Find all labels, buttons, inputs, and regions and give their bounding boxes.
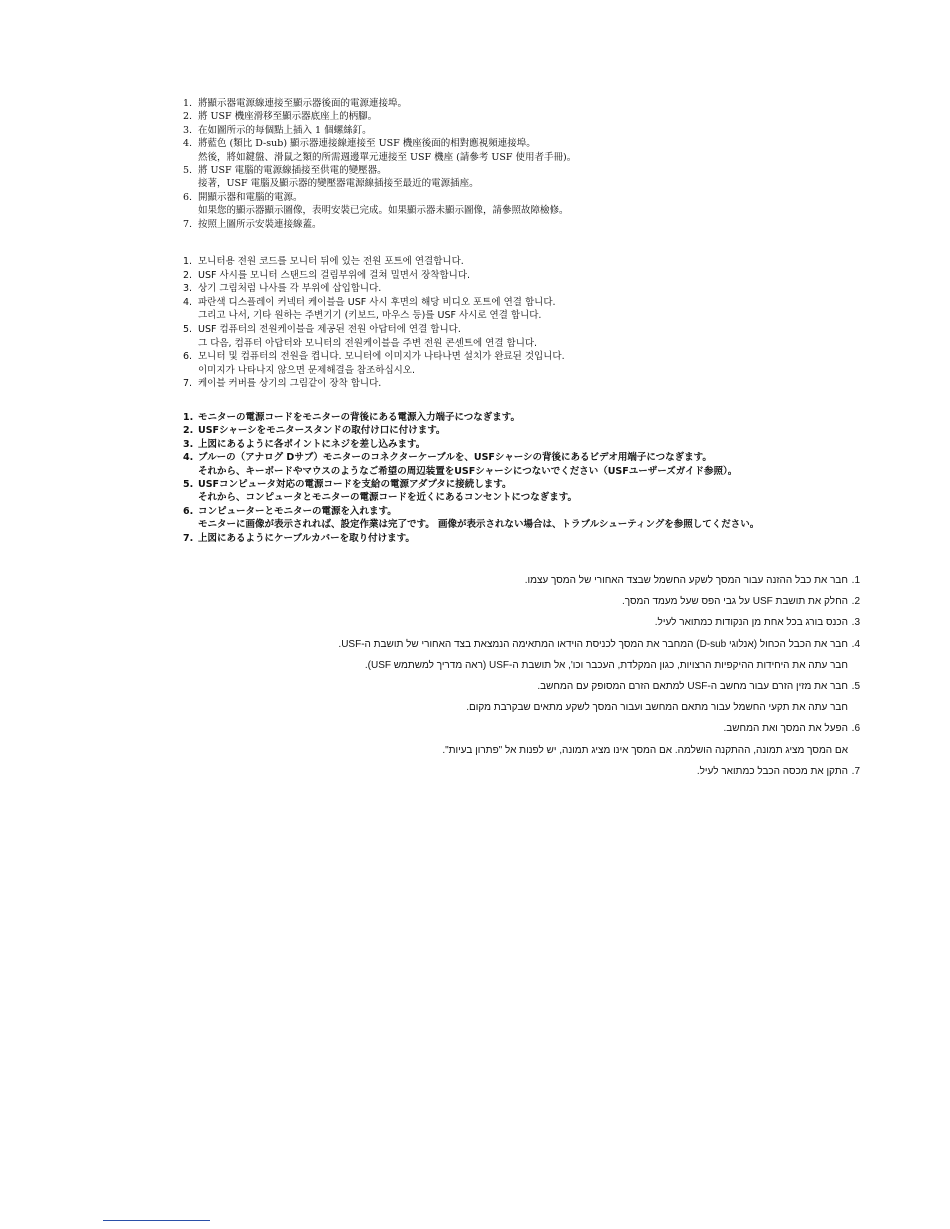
list-item bbox=[183, 269, 883, 283]
instructions-hebrew bbox=[220, 570, 860, 782]
item-text: 將顯示器電源線連接至顯示器後面的電源連接埠。 bbox=[198, 98, 408, 109]
item-number: 7. bbox=[183, 532, 194, 544]
list-item-continuation bbox=[183, 364, 883, 378]
item-text: חבר את הכבל הכחול (אנלוגי D-sub) המחבר את המסך לכניסת הוידאו המתאימה הנמצאת בצד האחורי של תושבת ה-USF. bbox=[338, 638, 848, 650]
list-item bbox=[183, 478, 883, 491]
item-number: 5. bbox=[183, 165, 193, 177]
list-item-continuation bbox=[183, 337, 883, 351]
list-item bbox=[183, 532, 883, 545]
item-text: חבר את כבל ההזנה עבור המסך לשקע החשמל שבצד האחורי של המסך עצמו. bbox=[524, 575, 848, 586]
list-item-continuation bbox=[220, 655, 860, 676]
item-text: モニターに画像が表示されれば、設定作業は完了です。 画像が表示されない場合は、トラブルシューティングを参照してください。 bbox=[198, 519, 760, 531]
item-text: 이미지가 나타나지 않으면 문제해결을 참조하십시오. bbox=[198, 364, 415, 376]
item-number: 7. bbox=[183, 378, 193, 390]
instructions-japanese bbox=[183, 411, 883, 545]
item-text: それから、コンピュータとモニターの電源コードを近くにあるコンセントにつなぎます。 bbox=[198, 492, 578, 504]
item-number: 1. bbox=[851, 575, 860, 586]
item-number: 1. bbox=[183, 98, 193, 109]
list-item bbox=[183, 218, 883, 231]
item-number: 4. bbox=[183, 138, 193, 150]
list-item bbox=[183, 350, 883, 364]
item-number: 2. bbox=[851, 596, 860, 608]
item-text: コンピューターとモニターの電源を入れます。 bbox=[198, 505, 397, 517]
list-item bbox=[183, 191, 883, 204]
item-number: 1. bbox=[183, 412, 194, 423]
item-number: 2. bbox=[183, 269, 193, 281]
list-item bbox=[220, 634, 860, 655]
list-item-continuation bbox=[183, 177, 883, 190]
list-item bbox=[183, 124, 883, 137]
item-text: 모니터 및 컴퓨터의 전원을 켭니다. 모니터에 이미지가 나타나면 설치가 완료된 것입니다. bbox=[198, 351, 565, 363]
item-number: 3. bbox=[183, 124, 193, 136]
item-number: 2. bbox=[183, 425, 194, 437]
item-number: 7. bbox=[183, 218, 193, 230]
item-text: 그리고 나서, 기타 원하는 주변기기 (키보드, 마우스 등)를 USF 사시로 연결 합니다. bbox=[198, 310, 542, 322]
list-item bbox=[183, 424, 883, 437]
list-item-continuation bbox=[183, 518, 883, 531]
list-item bbox=[220, 676, 860, 697]
item-text: 파란색 디스플레이 커넥터 케이블을 USF 사시 후면의 해당 비디오 포트에 연결 합니다. bbox=[198, 296, 556, 308]
item-text: 按照上圖所示安裝連接線蓋。 bbox=[198, 218, 322, 230]
list-item-continuation bbox=[183, 309, 883, 323]
item-text: 모니터용 전원 코드를 모니터 뒤에 있는 전원 포트에 연결합니다. bbox=[198, 256, 464, 267]
list-item bbox=[183, 137, 883, 150]
item-text: USFシャーシをモニタースタンドの取付け口に付けます。 bbox=[198, 425, 446, 437]
list-item bbox=[183, 323, 883, 337]
list-item-continuation bbox=[183, 465, 883, 478]
instructions-chinese bbox=[183, 97, 883, 231]
list-item bbox=[183, 164, 883, 177]
item-text: 上図にあるように各ポイントにネジを差し込みます。 bbox=[198, 438, 426, 450]
item-text: הכנס בורג בכל אחת מן הנקודות כמתואר לעיל. bbox=[654, 617, 848, 629]
item-text: הפעל את המסך ואת המחשב. bbox=[723, 723, 848, 735]
instructions-korean bbox=[183, 255, 883, 391]
item-number: 5. bbox=[183, 323, 193, 335]
list-item bbox=[220, 591, 860, 612]
item-number: 7. bbox=[851, 765, 860, 777]
list-item bbox=[183, 411, 883, 424]
item-number: 6. bbox=[183, 191, 193, 203]
list-item-continuation bbox=[183, 151, 883, 164]
item-text: 如果您的顯示器顯示圖像，表明安裝已完成。如果顯示器未顯示圖像，請參照故障檢修。 bbox=[198, 205, 569, 217]
item-text: モニターの電源コードをモニターの背後にある電源入力端子につなぎます。 bbox=[198, 412, 521, 423]
item-number: 6. bbox=[183, 351, 193, 363]
list-item-continuation bbox=[220, 697, 860, 718]
list-item bbox=[220, 612, 860, 633]
list-item bbox=[220, 761, 860, 782]
item-number: 5. bbox=[851, 681, 860, 693]
item-text: התקן את מכסה הכבל כמתואר לעיל. bbox=[696, 765, 848, 777]
list-item bbox=[183, 296, 883, 310]
item-text: אם המסך מציג תמונה, ההתקנה הושלמה. אם המסך אינו מציג תמונה, יש לפנות אל "פתרון בעיות". bbox=[442, 744, 848, 756]
list-item bbox=[183, 451, 883, 464]
item-text: חבר עתה את היחידות ההיקפיות הרצויות, כגון המקלדת, העכבר וכו', אל תושבת ה-USF (ראה מדריך למשתמש USF). bbox=[364, 659, 848, 671]
list-item-continuation bbox=[183, 204, 883, 217]
list-item bbox=[183, 282, 883, 296]
item-text: 將 USF 機座滑移至顯示器底座上的柄腳。 bbox=[198, 111, 378, 123]
item-text: 케이블 커버를 상기의 그림같이 장착 합니다. bbox=[198, 378, 382, 390]
item-text: それから、キーボードやマウスのようなご希望の周辺装置をUSFシャーシにつないでください（USFユーザーズガイド参照）。 bbox=[198, 465, 738, 477]
list-item bbox=[183, 255, 883, 269]
item-number: 3. bbox=[183, 438, 194, 450]
item-text: ブルーの（アナログ Dサブ）モニターのコネクターケーブルを、USFシャーシの背後にあるビデオ用端子につなぎます。 bbox=[198, 452, 712, 464]
item-text: 그 다음, 컴퓨터 아답터와 모니터의 전원케이블을 주변 전원 콘센트에 연결 합니다. bbox=[198, 337, 538, 349]
list-item bbox=[183, 438, 883, 451]
item-text: חבר את מזין הזרם עבור מחשב ה-USF למתאם הזרם המסופק עם המחשב. bbox=[537, 681, 848, 693]
item-number: 6. bbox=[183, 505, 194, 517]
list-item bbox=[220, 570, 860, 591]
item-text: 上図にあるようにケーブルカバーを取り付けます。 bbox=[198, 532, 415, 544]
footer-divider bbox=[103, 1220, 210, 1221]
item-number: 1. bbox=[183, 256, 193, 267]
item-text: USF 사시를 모니터 스탠드의 걸림부위에 걸쳐 밀면서 장착합니다. bbox=[198, 269, 471, 281]
item-number: 3. bbox=[851, 617, 860, 629]
item-number: 6. bbox=[851, 723, 860, 735]
item-text: USF 컴퓨터의 전원케이블을 제공된 전원 아답터에 연결 합니다. bbox=[198, 323, 461, 335]
list-item bbox=[183, 377, 883, 391]
item-text: 將 USF 電腦的電源線插接至供電的變壓器。 bbox=[198, 165, 387, 177]
item-number: 4. bbox=[183, 452, 194, 464]
list-item-continuation bbox=[183, 491, 883, 504]
list-item bbox=[183, 505, 883, 518]
item-text: 然後，將如鍵盤、滑鼠之類的所需週邊單元連接至 USF 機座 (請參考 USF 使用者手冊)。 bbox=[198, 151, 577, 163]
item-number: 2. bbox=[183, 111, 193, 123]
item-number: 4. bbox=[851, 638, 860, 650]
item-number: 5. bbox=[183, 479, 194, 491]
item-text: 開顯示器和電腦的電源。 bbox=[198, 191, 303, 203]
item-text: החלק את תושבת USF על גבי הפס שעל מעמד המסך. bbox=[621, 596, 848, 608]
item-number: 3. bbox=[183, 283, 193, 295]
item-text: 接著，USF 電腦及顯示器的變壓器電源線插接至最近的電源插座。 bbox=[198, 178, 479, 190]
list-item bbox=[220, 718, 860, 739]
item-text: 將藍色 (類比 D-sub) 顯示器連接線連接至 USF 機座後面的相對應視頻連接埠。 bbox=[198, 138, 536, 150]
list-item bbox=[183, 97, 883, 110]
list-item bbox=[183, 110, 883, 123]
item-text: חבר עתה את תקעי החשמל עבור מתאם המחשב ועבור המסך לשקע מתאים שבקרבת מקום. bbox=[466, 702, 848, 714]
list-item-continuation bbox=[220, 740, 860, 761]
item-number: 4. bbox=[183, 296, 193, 308]
item-text: USFコンピュータ対応の電源コードを支給の電源アダプタに接続します。 bbox=[198, 479, 512, 491]
item-text: 상기 그림처럼 나사를 각 부위에 삽입합니다. bbox=[198, 283, 382, 295]
item-text: 在如圖所示的每個點上插入 1 個螺絲釘。 bbox=[198, 124, 372, 136]
